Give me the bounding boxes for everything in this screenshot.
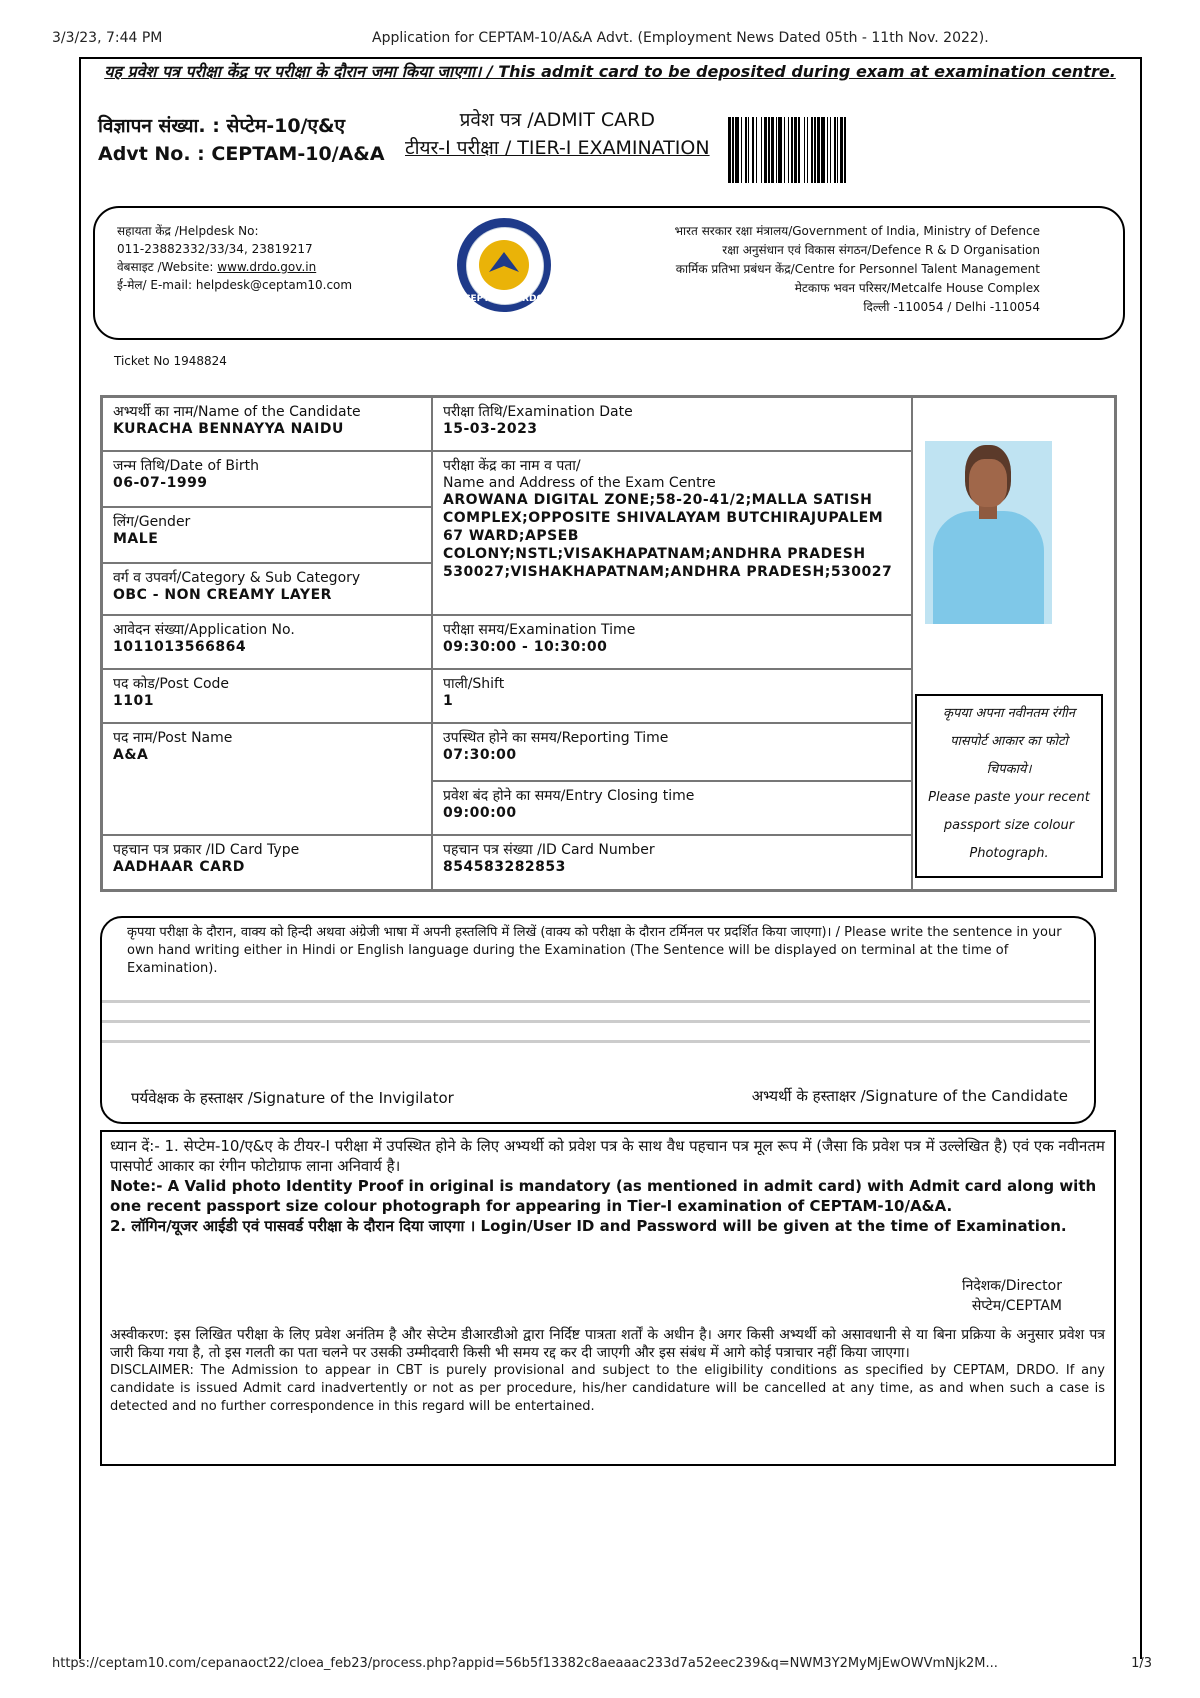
exam-time-label: परीक्षा समय/Examination Time: [443, 622, 636, 638]
helpdesk-numbers: 011-23882332/33/34, 23819217: [117, 242, 313, 256]
ticket-number: Ticket No 1948824: [114, 354, 227, 368]
cell-exam-date: [432, 397, 912, 451]
paste-line-5: passport size colour: [943, 818, 1075, 833]
paste-line-4: Please paste your recent: [928, 790, 1090, 805]
gov-address: [675, 222, 1040, 317]
handwriting-instruction: कृपया परीक्षा के दौरान, वाक्य को हिन्दी अथवा अंग्रेजी भाषा में अपनी हस्तलिपि में लिखें (वाक्य को परीक्षा के दौरान टर्मिनल पर प्रदर्शित किया जाएगा)। / Please write the sentence in your own hand writing either in Hindi or English language during the Examination (The Sentence will be displayed on terminal at the time of Examination).: [127, 925, 1062, 976]
notes-text: [110, 1136, 1105, 1236]
writing-line-3: [102, 1040, 1090, 1043]
disclaimer-hindi: अस्वीकरण: इस लिखित परीक्षा के लिए प्रवेश अनंतिम है और सेप्टेम डीआरडीओ द्वारा निर्दिष्ट पात्रता शर्तों के अधीन है। अगर किसी अभ्यर्थी को असावधानी से या बिना प्रक्रिया के अनुसार प्रवेश पत्र जारी किया गया है, तो इस गलती का पता चलने पर उसकी उम्मीदवारी किसी भी समय रद्द कर दी जाएगी और इस संबंध में आगे कोई पत्राचार नहीं किया जाएगा।: [110, 1327, 1105, 1361]
gender-value: MALE: [113, 531, 159, 547]
cell-category: [102, 563, 432, 615]
admit-card-title: [405, 106, 710, 162]
candidate-signature: अभ्यर्थी के हस्ताक्षर /Signature of the Candidate: [751, 1087, 1068, 1105]
deposit-notice: यह प्रवेश पत्र परीक्षा केंद्र पर परीक्षा के दौरान जमा किया जाएगा। / This admit card to be deposited during exam at examination centre.: [104, 62, 1116, 81]
writing-line-1: [102, 1000, 1090, 1003]
post-name-value: A&A: [113, 747, 149, 763]
exam-date-value: 15-03-2023: [443, 421, 538, 437]
cell-post-name: [102, 723, 432, 835]
reporting-value: 07:30:00: [443, 747, 517, 763]
cell-shift: [432, 669, 912, 723]
paste-photo-box: [915, 694, 1103, 878]
gov-line-2: रक्षा अनुसंधान एवं विकास संगठन/Defence R & D Organisation: [722, 243, 1040, 257]
cell-reporting-time: [432, 723, 912, 781]
candidate-photo: [925, 441, 1052, 624]
email-value: helpdesk@ceptam10.com: [195, 278, 353, 292]
writing-line-2: [102, 1020, 1090, 1023]
cell-name: [102, 397, 432, 451]
gov-line-1: भारत सरकार रक्षा मंत्रालय/Government of India, Ministry of Defence: [674, 224, 1040, 238]
application-label: आवेदन संख्या/Application No.: [113, 622, 295, 638]
website-link[interactable]: www.drdo.gov.in: [217, 260, 317, 274]
paste-line-2: पासपोर्ट आकार का फोटो: [950, 734, 1068, 749]
cell-post-code: [102, 669, 432, 723]
gender-label: लिंग/Gender: [113, 514, 191, 530]
exam-time-value: 09:30:00 - 10:30:00: [443, 639, 608, 655]
id-number-value: 854583282853: [443, 859, 566, 875]
application-value: 1011013566864: [113, 639, 247, 655]
disclaimer: [110, 1326, 1105, 1416]
ceptam-drdo-emblem-icon: [457, 218, 551, 312]
paste-line-1: कृपया अपना नवीनतम रंगीन: [943, 706, 1075, 721]
advt-number: [98, 112, 385, 168]
id-type-value: AADHAAR CARD: [113, 859, 245, 875]
director-org: सेप्टेम/CEPTAM: [971, 1298, 1062, 1314]
gov-line-3: कार्मिक प्रतिभा प्रबंधन केंद्र/Centre for Personnel Talent Management: [675, 262, 1040, 276]
shift-value: 1: [443, 693, 454, 709]
post-code-value: 1101: [113, 693, 154, 709]
footer-url: https://ceptam10.com/cepanaoct22/cloea_feb23/process.php?appid=56b5f13382c8aeaaac233d7a52eec239&q=NWM3Y2MyMjEwOWVmNjk2M...: [52, 1656, 998, 1671]
page-number: 1/3: [1131, 1656, 1152, 1671]
admit-title: प्रवेश पत्र /ADMIT CARD: [459, 109, 655, 131]
cell-id-type: [102, 835, 432, 890]
cell-closing-time: [432, 781, 912, 835]
gov-line-4: मेटकाफ भवन परिसर/Metcalfe House Complex: [794, 281, 1040, 295]
category-label: वर्ग व उपवर्ग/Category & Sub Category: [113, 570, 361, 586]
admit-subtitle: टीयर-I परीक्षा / TIER-I EXAMINATION: [405, 137, 710, 159]
category-value: OBC - NON CREAMY LAYER: [113, 587, 332, 603]
cell-exam-time: [432, 615, 912, 669]
centre-value: AROWANA DIGITAL ZONE;58-20-41/2;MALLA SATISH COMPLEX;OPPOSITE SHIVALAYAM BUTCHIRAJUPALEM 67 WARD;APSEB COLONY;NSTL;VISAKHAPATNAM;ANDHRA PRADESH 530027;VISHAKHAPATNAM;ANDHRA PRADESH;530027: [443, 492, 893, 580]
emblem-text: CEPTAM - DRDO: [463, 294, 545, 304]
helpdesk-info: [117, 222, 352, 294]
print-title: Application for CEPTAM-10/A&A Advt. (Employment News Dated 05th - 11th Nov. 2022).: [372, 30, 989, 46]
paste-line-3: चिपकाये।: [986, 762, 1032, 777]
helpdesk-label: सहायता केंद्र /Helpdesk No:: [117, 224, 259, 238]
print-datetime: 3/3/23, 7:44 PM: [52, 30, 163, 46]
name-value: KURACHA BENNAYYA NAIDU: [113, 421, 344, 437]
note-point-2: 2. लॉगिन/यूजर आईडी एवं पासवर्ड परीक्षा के दौरान दिया जाएगा । Login/User ID and Password will be given at the time of Examination.: [110, 1217, 1067, 1235]
advt-hindi: विज्ञापन संख्या. : सेप्टेम-10/ए&ए: [98, 115, 346, 137]
reporting-label: उपस्थित होने का समय/Reporting Time: [443, 730, 669, 746]
disclaimer-english: DISCLAIMER: The Admission to appear in CBT is purely provisional and subject to the eligibility conditions as specified by CEPTAM, DRDO. If any candidate is issued Admit card inadvertently or not as per procedure, his/her candidature will be cancelled at any time, as and when such a case is detected and no further correspondence in this regard will be entertained.: [110, 1363, 1105, 1414]
dob-value: 06-07-1999: [113, 475, 208, 491]
advt-english: Advt No. : CEPTAM-10/A&A: [98, 143, 385, 165]
dob-label: जन्म तिथि/Date of Birth: [113, 458, 260, 474]
cell-gender: [102, 507, 432, 563]
cell-dob: [102, 451, 432, 507]
gov-line-5: दिल्ली -110054 / Delhi -110054: [863, 300, 1040, 314]
website-label: वेबसाइट /Website:: [117, 260, 214, 274]
closing-value: 09:00:00: [443, 805, 517, 821]
shift-label: पाली/Shift: [443, 676, 505, 692]
centre-label-hindi: परीक्षा केंद्र का नाम व पता/: [443, 458, 581, 474]
exam-date-label: परीक्षा तिथि/Examination Date: [443, 404, 633, 420]
note-english: Note:- A Valid photo Identity Proof in original is mandatory (as mentioned in admit card) with Admit card along with one recent passport size colour photograph for appearing in Tier-I examination of CEPTAM-10/A&A.: [110, 1177, 1097, 1215]
director-title: निदेशक/Director: [961, 1278, 1062, 1294]
note-hindi: ध्यान दें:- 1. सेप्टेम-10/ए&ए के टीयर-I परीक्षा में उपस्थित होने के लिए अभ्यर्थी को प्रवेश पत्र के साथ वैध पहचान पत्र मूल रूप में (जैसा कि प्रवेश पत्र में उल्लेखित है) एवं एक नवीनतम पासपोर्ट आकार का रंगीन फोटोग्राफ लाना अनिवार्य है।: [110, 1137, 1105, 1175]
barcode: [728, 117, 1084, 183]
paste-line-6: Photograph.: [969, 846, 1049, 861]
cell-id-number: [432, 835, 912, 890]
director-signature: [962, 1276, 1062, 1316]
id-type-label: पहचान पत्र प्रकार /ID Card Type: [113, 842, 300, 858]
name-label: अभ्यर्थी का नाम/Name of the Candidate: [113, 404, 361, 420]
post-code-label: पद कोड/Post Code: [113, 676, 230, 692]
cell-exam-centre: [432, 451, 912, 615]
closing-label: प्रवेश बंद होने का समय/Entry Closing time: [443, 788, 695, 804]
cell-application: [102, 615, 432, 669]
email-label: ई-मेल/ E-mail:: [117, 278, 193, 292]
id-number-label: पहचान पत्र संख्या /ID Card Number: [443, 842, 655, 858]
centre-label-english: Name and Address of the Exam Centre: [443, 475, 716, 491]
invigilator-signature: पर्यवेक्षक के हस्ताक्षर /Signature of the Invigilator: [131, 1089, 454, 1107]
post-name-label: पद नाम/Post Name: [113, 730, 233, 746]
